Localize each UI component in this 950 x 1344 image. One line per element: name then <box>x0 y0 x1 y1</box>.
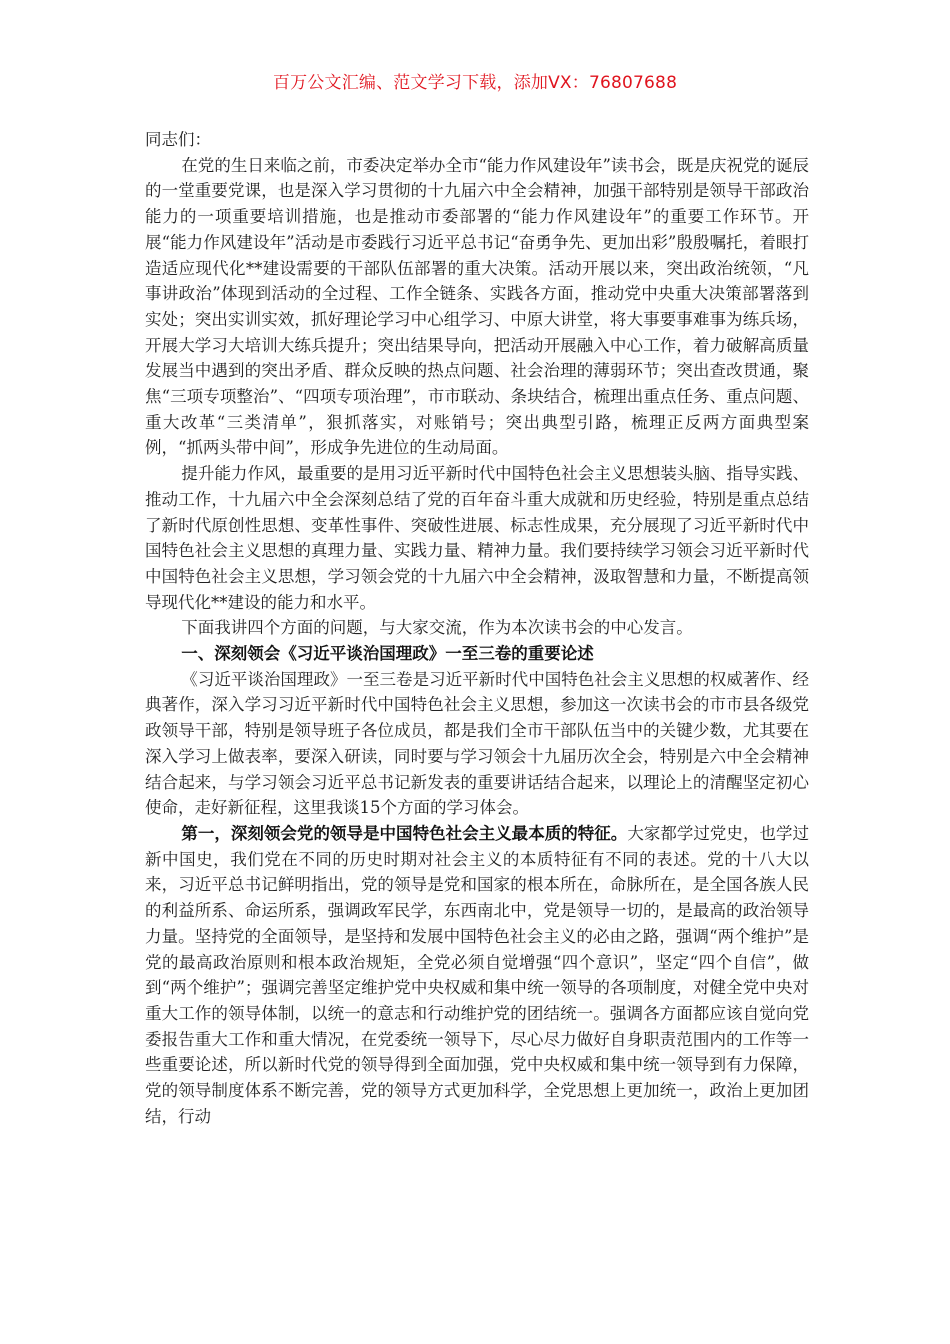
document-body <box>145 127 809 1129</box>
paragraph-1: 在党的生日来临之前，市委决定举办全市“能力作风建设年”读书会，既是庆祝党的诞辰的一堂重要党课，也是深入学习贯彻的十九届六中全会精神，加强干部特别是领导干部政治能力的一项重要培训措施，也是推动市委部署的“能力作风建设年”的重要工作环节。开展“能力作风建设年”活动是市委践行习近平总书记“奋勇争先、更加出彩”殷殷嘱托，着眼打造适应现代化**建设需要的干部队伍部署的重大决策。活动开展以来，突出政治统领，“凡事讲政治”体现到活动的全过程、工作全链条、实践各方面，推动党中央重大决策部署落到实处；突出实训实效，抓好理论学习中心组学习、中原大讲堂，将大事要事难事为练兵场，开展大学习大培训大练兵提升；突出结果导向，把活动开展融入中心工作，着力破解高质量发展当中遇到的突出矛盾、群众反映的热点问题、社会治理的薄弱环节；突出查改贯通，聚焦“三项专项整治”、“四项专项治理”，市市联动、条块结合，梳理出重点任务、重点问题、重大改革“三类清单”，狠抓落实，对账销号；突出典型引路，梳理正反两方面典型案例，“抓两头带中间”，形成争先进位的生动局面。 <box>145 155 809 458</box>
paragraph-2: 提升能力作风，最重要的是用习近平新时代中国特色社会主义思想装头脑、指导实践、推动工作，十九届六中全会深刻总结了党的百年奋斗重大成就和历史经验，特别是重点总结了新时代原创性思想、变革性事件、突破性进展、标志性成果，充分展现了习近平新时代中国特色社会主义思想的真理力量、实践力量、精神力量。我们要持续学习领会习近平新时代中国特色社会主义思想，学习领会党的十九届六中全会精神，汲取智慧和力量，不断提高领导现代化**建设的能力和水平。 <box>145 464 809 612</box>
paragraph-5-rest: 大家都学过党史，也学过新中国史，我们党在不同的历史时期对社会主义的本质特征有不同的表述。党的十八大以来，习近平总书记鲜明指出，党的领导是党和国家的根本所在，命脉所在，是全国各族人民的利益所系、命运所系，强调政军民学，东西南北中，党是领导一切的，是最高的政治领导力量。坚持党的全面领导，是坚持和发展中国特色社会主义的必由之路，强调“两个维护”是党的最高政治原则和根本政治规矩，全党必须自觉增强“四个意识”，坚定“四个自信”，做到“两个维护”；强调完善坚定维护党中央权威和集中统一领导的各项制度，对健全党中央对重大工作的领导体制，以统一的意志和行动维护党的团结统一。强调各方面都应该自觉向党委报告重大工作和重大情况，在党委统一领导下，尽心尽力做好自身职责范围内的工作等一些重要论述，所以新时代党的领导得到全面加强，党中央权威和集中统一领导到有力保障，党的领导制度体系不断完善，党的领导方式更加科学，全党思想上更加统一，政治上更加团结，行动 <box>145 823 810 1126</box>
salutation: 同志们： <box>145 130 211 149</box>
header-banner: 百万公文汇编、范文学习下载，添加VX：76807688 <box>272 73 678 93</box>
paragraph-5 <box>145 821 809 1129</box>
paragraph-3: 下面我讲四个方面的问题，与大家交流，作为本次读书会的中心发言。 <box>181 618 693 638</box>
section-heading-1: 一、深刻领会《习近平谈治国理政》一至三卷的重要论述 <box>181 644 594 664</box>
paragraph-5-lead: 第一，深刻领会党的领导是中国特色社会主义最本质的特征。 <box>181 823 628 843</box>
paragraph-4: 《习近平谈治国理政》一至三卷是习近平新时代中国特色社会主义思想的权威著作、经典著作，深入学习习近平新时代中国特色社会主义思想，参加这一次读书会的市市县各级党政领导干部，特别是领导班子各位成员，都是我们全市干部队伍当中的关键少数，尤其要在深入学习上做表率，要深入研读，同时要与学习领会十九届历次全会，特别是六中全会精神结合起来，与学习领会习近平总书记新发表的重要讲话结合起来，以理论上的清醒坚定初心使命，走好新征程，这里我谈15个方面的学习体会。 <box>145 669 809 818</box>
